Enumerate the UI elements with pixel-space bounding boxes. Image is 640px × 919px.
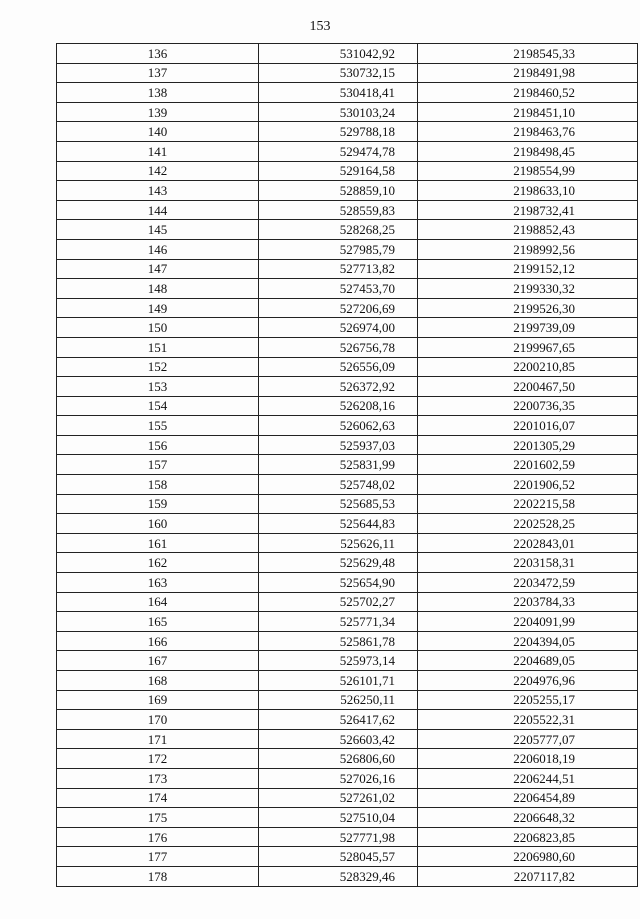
table-row	[57, 220, 638, 240]
point-number-cell: 141	[57, 141, 259, 161]
point-number-cell: 171	[57, 729, 259, 749]
x-coordinate-cell: 525654,90	[259, 573, 418, 593]
y-coordinate-cell: 2198463,76	[418, 122, 638, 142]
x-coordinate-cell: 528045,57	[259, 847, 418, 867]
x-coordinate-cell: 527261,02	[259, 788, 418, 808]
y-coordinate-cell: 2202843,01	[418, 533, 638, 553]
y-coordinate-cell: 2203472,59	[418, 573, 638, 593]
x-coordinate-cell: 525831,99	[259, 455, 418, 475]
point-number-cell: 177	[57, 847, 259, 867]
point-number-cell: 168	[57, 671, 259, 691]
y-coordinate-cell: 2201016,07	[418, 416, 638, 436]
page-number: 153	[309, 19, 331, 34]
x-coordinate-cell: 526756,78	[259, 337, 418, 357]
point-number-cell: 147	[57, 259, 259, 279]
table-row	[57, 847, 638, 867]
x-coordinate-cell: 526417,62	[259, 710, 418, 730]
y-coordinate-cell: 2206648,32	[418, 808, 638, 828]
x-coordinate-cell: 525748,02	[259, 475, 418, 495]
table-row	[57, 44, 638, 64]
table-row	[57, 827, 638, 847]
y-coordinate-cell: 2199152,12	[418, 259, 638, 279]
point-number-cell: 146	[57, 239, 259, 259]
point-number-cell: 148	[57, 279, 259, 299]
table-row	[57, 612, 638, 632]
y-coordinate-cell: 2205255,17	[418, 690, 638, 710]
y-coordinate-cell: 2207117,82	[418, 866, 638, 886]
point-number-cell: 164	[57, 592, 259, 612]
x-coordinate-cell: 526372,92	[259, 377, 418, 397]
table-row	[57, 161, 638, 181]
point-number-cell: 176	[57, 827, 259, 847]
table-row	[57, 181, 638, 201]
x-coordinate-cell: 530103,24	[259, 102, 418, 122]
y-coordinate-cell: 2202528,25	[418, 514, 638, 534]
x-coordinate-cell: 526556,09	[259, 357, 418, 377]
x-coordinate-cell: 525973,14	[259, 651, 418, 671]
y-coordinate-cell: 2206454,89	[418, 788, 638, 808]
point-number-cell: 173	[57, 768, 259, 788]
table-row	[57, 337, 638, 357]
y-coordinate-cell: 2204976,96	[418, 671, 638, 691]
x-coordinate-cell: 525644,83	[259, 514, 418, 534]
table-row	[57, 259, 638, 279]
table-row	[57, 788, 638, 808]
table-row	[57, 416, 638, 436]
y-coordinate-cell: 2206980,60	[418, 847, 638, 867]
point-number-cell: 170	[57, 710, 259, 730]
point-number-cell: 160	[57, 514, 259, 534]
point-number-cell: 143	[57, 181, 259, 201]
x-coordinate-cell: 530418,41	[259, 83, 418, 103]
y-coordinate-cell: 2205777,07	[418, 729, 638, 749]
y-coordinate-cell: 2201906,52	[418, 475, 638, 495]
table-row	[57, 749, 638, 769]
table-row	[57, 318, 638, 338]
table-row	[57, 866, 638, 886]
point-number-cell: 162	[57, 553, 259, 573]
point-number-cell: 158	[57, 475, 259, 495]
point-number-cell: 139	[57, 102, 259, 122]
point-number-cell: 153	[57, 377, 259, 397]
table-row	[57, 592, 638, 612]
x-coordinate-cell: 529788,18	[259, 122, 418, 142]
x-coordinate-cell: 526208,16	[259, 396, 418, 416]
x-coordinate-cell: 527453,70	[259, 279, 418, 299]
table-row	[57, 122, 638, 142]
point-number-cell: 174	[57, 788, 259, 808]
table-row	[57, 494, 638, 514]
y-coordinate-cell: 2206244,51	[418, 768, 638, 788]
point-number-cell: 150	[57, 318, 259, 338]
point-number-cell: 154	[57, 396, 259, 416]
y-coordinate-cell: 2198545,33	[418, 44, 638, 64]
table-row	[57, 298, 638, 318]
x-coordinate-cell: 526101,71	[259, 671, 418, 691]
table-row	[57, 102, 638, 122]
point-number-cell: 175	[57, 808, 259, 828]
point-number-cell: 172	[57, 749, 259, 769]
point-number-cell: 138	[57, 83, 259, 103]
point-number-cell: 167	[57, 651, 259, 671]
point-number-cell: 166	[57, 631, 259, 651]
table-row	[57, 514, 638, 534]
x-coordinate-cell: 525861,78	[259, 631, 418, 651]
point-number-cell: 145	[57, 220, 259, 240]
table-row	[57, 808, 638, 828]
y-coordinate-cell: 2198992,56	[418, 239, 638, 259]
point-number-cell: 157	[57, 455, 259, 475]
point-number-cell: 159	[57, 494, 259, 514]
x-coordinate-cell: 527206,69	[259, 298, 418, 318]
table-row	[57, 455, 638, 475]
x-coordinate-cell: 529164,58	[259, 161, 418, 181]
coordinates-table	[56, 43, 638, 887]
point-number-cell: 156	[57, 435, 259, 455]
x-coordinate-cell: 527510,04	[259, 808, 418, 828]
coordinates-table-body	[57, 44, 638, 887]
table-row	[57, 396, 638, 416]
table-row	[57, 475, 638, 495]
y-coordinate-cell: 2202215,58	[418, 494, 638, 514]
x-coordinate-cell: 531042,92	[259, 44, 418, 64]
y-coordinate-cell: 2200210,85	[418, 357, 638, 377]
x-coordinate-cell: 528268,25	[259, 220, 418, 240]
table-row	[57, 729, 638, 749]
y-coordinate-cell: 2203158,31	[418, 553, 638, 573]
point-number-cell: 149	[57, 298, 259, 318]
point-number-cell: 163	[57, 573, 259, 593]
table-row	[57, 435, 638, 455]
point-number-cell: 136	[57, 44, 259, 64]
point-number-cell: 152	[57, 357, 259, 377]
point-number-cell: 178	[57, 866, 259, 886]
y-coordinate-cell: 2203784,33	[418, 592, 638, 612]
point-number-cell: 151	[57, 337, 259, 357]
point-number-cell: 155	[57, 416, 259, 436]
point-number-cell: 161	[57, 533, 259, 553]
y-coordinate-cell: 2201305,29	[418, 435, 638, 455]
table-row	[57, 63, 638, 83]
table-row	[57, 651, 638, 671]
x-coordinate-cell: 526806,60	[259, 749, 418, 769]
y-coordinate-cell: 2198498,45	[418, 141, 638, 161]
table-row	[57, 200, 638, 220]
x-coordinate-cell: 526062,63	[259, 416, 418, 436]
y-coordinate-cell: 2199967,65	[418, 337, 638, 357]
y-coordinate-cell: 2201602,59	[418, 455, 638, 475]
x-coordinate-cell: 528559,83	[259, 200, 418, 220]
table-row	[57, 239, 638, 259]
x-coordinate-cell: 527713,82	[259, 259, 418, 279]
point-number-cell: 140	[57, 122, 259, 142]
x-coordinate-cell: 525685,53	[259, 494, 418, 514]
point-number-cell: 142	[57, 161, 259, 181]
table-row	[57, 573, 638, 593]
table-row	[57, 377, 638, 397]
x-coordinate-cell: 526974,00	[259, 318, 418, 338]
table-row	[57, 141, 638, 161]
y-coordinate-cell: 2200467,50	[418, 377, 638, 397]
x-coordinate-cell: 527771,98	[259, 827, 418, 847]
y-coordinate-cell: 2198491,98	[418, 63, 638, 83]
y-coordinate-cell: 2200736,35	[418, 396, 638, 416]
table-row	[57, 690, 638, 710]
y-coordinate-cell: 2198451,10	[418, 102, 638, 122]
y-coordinate-cell: 2198460,52	[418, 83, 638, 103]
table-row	[57, 357, 638, 377]
y-coordinate-cell: 2205522,31	[418, 710, 638, 730]
y-coordinate-cell: 2198732,41	[418, 200, 638, 220]
table-row	[57, 553, 638, 573]
y-coordinate-cell: 2204091,99	[418, 612, 638, 632]
x-coordinate-cell: 529474,78	[259, 141, 418, 161]
point-number-cell: 169	[57, 690, 259, 710]
x-coordinate-cell: 527026,16	[259, 768, 418, 788]
y-coordinate-cell: 2198852,43	[418, 220, 638, 240]
point-number-cell: 137	[57, 63, 259, 83]
table-row	[57, 83, 638, 103]
x-coordinate-cell: 525937,03	[259, 435, 418, 455]
y-coordinate-cell: 2206823,85	[418, 827, 638, 847]
y-coordinate-cell: 2204689,05	[418, 651, 638, 671]
x-coordinate-cell: 525702,27	[259, 592, 418, 612]
table-row	[57, 710, 638, 730]
x-coordinate-cell: 525626,11	[259, 533, 418, 553]
x-coordinate-cell: 528329,46	[259, 866, 418, 886]
table-row	[57, 279, 638, 299]
point-number-cell: 144	[57, 200, 259, 220]
table-row	[57, 631, 638, 651]
x-coordinate-cell: 526250,11	[259, 690, 418, 710]
point-number-cell: 165	[57, 612, 259, 632]
y-coordinate-cell: 2199739,09	[418, 318, 638, 338]
table-row	[57, 768, 638, 788]
x-coordinate-cell: 525629,48	[259, 553, 418, 573]
x-coordinate-cell: 526603,42	[259, 729, 418, 749]
y-coordinate-cell: 2206018,19	[418, 749, 638, 769]
table-row	[57, 671, 638, 691]
x-coordinate-cell: 530732,15	[259, 63, 418, 83]
x-coordinate-cell: 528859,10	[259, 181, 418, 201]
table-row	[57, 533, 638, 553]
y-coordinate-cell: 2204394,05	[418, 631, 638, 651]
y-coordinate-cell: 2198554,99	[418, 161, 638, 181]
x-coordinate-cell: 525771,34	[259, 612, 418, 632]
y-coordinate-cell: 2199526,30	[418, 298, 638, 318]
y-coordinate-cell: 2198633,10	[418, 181, 638, 201]
x-coordinate-cell: 527985,79	[259, 239, 418, 259]
y-coordinate-cell: 2199330,32	[418, 279, 638, 299]
